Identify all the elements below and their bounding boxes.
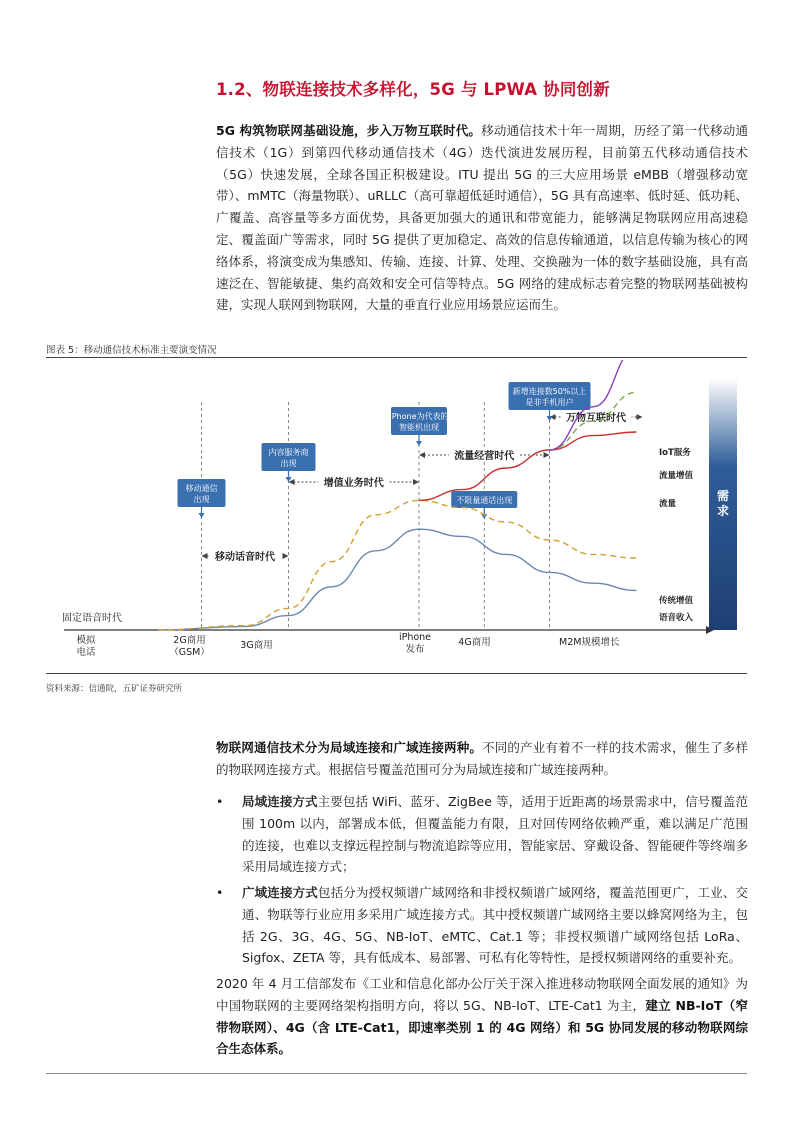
era-value-added-arrow-right <box>413 479 419 485</box>
bullet-text <box>242 882 748 969</box>
section-title: 1.2、物联连接技术多样化，5G 与 LPWA 协同创新 <box>216 80 610 99</box>
era-mobile-voice-arrow-right <box>283 553 289 559</box>
era-traffic-arrow-left <box>419 452 425 458</box>
demand-label: 需求 <box>716 489 730 518</box>
series-end-label-3: 传统增值 <box>659 596 694 606</box>
bullet-marker: • <box>216 794 224 809</box>
callout-mobile-text: 移动通信出现 <box>185 484 218 504</box>
milestone-label-analog: 模拟电话 <box>76 635 96 658</box>
era-mobile-voice-arrow-left <box>202 553 208 559</box>
paragraph-body: 移动通信技术十年一周期，历经了第一代移动通信技术（1G）到第四代移动通信技术（4G）迭代演进发展历程，目前第五代移动通信技术（5G）快速发展，全球各国正积极建设。ITU 提出 5G 的三大应用场景 eMBB（增强移动宽带）、mMTC（海量物联）、uRLLC（高可靠超低延时通信），5G 具有高速率、低时延、低功耗、广覆盖、高容量等多方面优势，具备更加强大的通讯和带宽能力，能够满足物联网应用高速稳定、覆盖面广等需求，同时 5G 提供了更加稳定、高效的信息传输通道，以信息传输为核心的网络体系，将演变成为集感知、传输、连接、计算、处理、交换融为一体的数字基础设施，具有高速泛在、智能敏捷、集约高效和安全可信等特点。5G 网络的建成标志着完整的物联网基础被构建，实现人联网到物联网，大量的垂直行业应用场景应运而生。 <box>216 123 748 313</box>
callout-mobile-pointer <box>199 513 205 518</box>
era-iot-arrow-right <box>637 414 643 420</box>
callout-connections-pointer <box>547 416 553 421</box>
paragraph-policy <box>216 973 748 1060</box>
paragraph-connection-types <box>216 737 748 781</box>
bullet-marker: • <box>216 885 224 900</box>
era-iot-label: 万物互联时代 <box>566 413 626 424</box>
milestone-label-2g: 2G商用（GSM） <box>169 635 210 658</box>
paragraph-bold-conclusion: 建立 NB-IoT（窄带物联网）、4G（含 LTE-Cat1，即速率类别 1 的 4G 网络）和 5G 协同发展的移动物联网综合生态体系。 <box>216 997 748 1057</box>
paragraph-body: 不同的产业有着不一样的技术需求，催生了多样的物联网连接方式。根据信号覆盖范围可分为局域连接和广域连接两种。 <box>216 740 748 777</box>
callout-iphone-pointer <box>416 441 422 446</box>
callout-content-text: 内容服务商出现 <box>268 448 309 468</box>
bullet-text <box>242 791 748 878</box>
bullet-body: 主要包括 WiFi、蓝牙、ZigBee 等，适用于近距离的场景需求中，信号覆盖范围 100m 以内，部署成本低，但覆盖能力有限，且对回传网络依赖严重，难以满足广范围的连接，也难以支撑远程控制与物流追踪等应用，智能家居、穿戴设备、智能硬件等终端多采用局域连接方式； <box>242 794 748 875</box>
figure-top-rule <box>46 357 747 358</box>
series-end-label-0: IoT服务 <box>659 448 691 458</box>
callout-unlimited-text: 不限量通话出现 <box>456 496 513 505</box>
bullet-lead: 局域连接方式 <box>242 794 318 809</box>
milestone-label-4g: 4G商用 <box>458 637 491 648</box>
era-traffic-label: 流量经营时代 <box>454 451 515 462</box>
footer-rule <box>46 1073 747 1074</box>
series-line-0 <box>158 529 637 630</box>
figure-bottom-rule <box>46 673 747 674</box>
paragraph-lead: 5G 构筑物联网基础设施，步入万物互联时代。 <box>216 123 482 138</box>
paragraph-lead: 物联网通信技术分为局域连接和广域连接两种。 <box>216 740 483 755</box>
figure-source: 资料来源：信通院，五矿证券研究所 <box>46 684 183 694</box>
paragraph-5g-infrastructure <box>216 120 748 316</box>
series-end-label-1: 流量增值 <box>659 471 694 481</box>
series-line-1 <box>158 500 637 630</box>
series-end-label-2: 流量 <box>659 499 677 509</box>
milestone-label-3g: 3G商用 <box>240 640 273 651</box>
milestone-label-m2m: M2M规模增长 <box>559 637 620 648</box>
era-value-added-label: 增值业务时代 <box>323 478 384 489</box>
era-traffic-arrow-right <box>544 452 550 458</box>
milestone-label-iphone: iPhone 发布 <box>398 632 432 655</box>
bullet-lead: 广域连接方式 <box>242 885 318 900</box>
figure-caption: 图表 5：移动通信技术标准主要演变情况 <box>46 345 217 356</box>
series-end-label-4: 语音收入 <box>659 613 694 623</box>
evolution-chart <box>46 360 747 672</box>
bullet-body: 包括分为授权频谱广域网络和非授权频谱广域网络，覆盖范围更广，工业、交通、物联等行业应用多采用广域连接方式。其中授权频谱广域网络主要以蜂窝网络为主，包括 2G、3G、4G、5G、NB-IoT、eMTC、Cat.1 等；非授权频谱广域网络包括 LoRa、Sigfox、ZETA 等，具有低成本、易部署、可私有化等特性，是授权频谱网络的重要补充。 <box>242 885 748 966</box>
callout-connections-text: 新增连接数50%以上是非手机用户 <box>512 387 587 407</box>
era-label-fixed-voice: 固定语音时代 <box>62 613 122 624</box>
era-mobile-voice-label: 移动话音时代 <box>215 552 275 563</box>
paragraph-body: 2020 年 4 月工信部发布《工业和信息化部办公厅关于深入推进移动物联网全面发展的通知》为中国物联网的主要网络架构指明方向，将以 5G、NB-IoT、LTE-Cat1 为主， <box>216 976 748 1013</box>
callout-iphone-text: iPhone为代表的智能机出现 <box>389 412 449 432</box>
series-line-2 <box>419 432 637 500</box>
